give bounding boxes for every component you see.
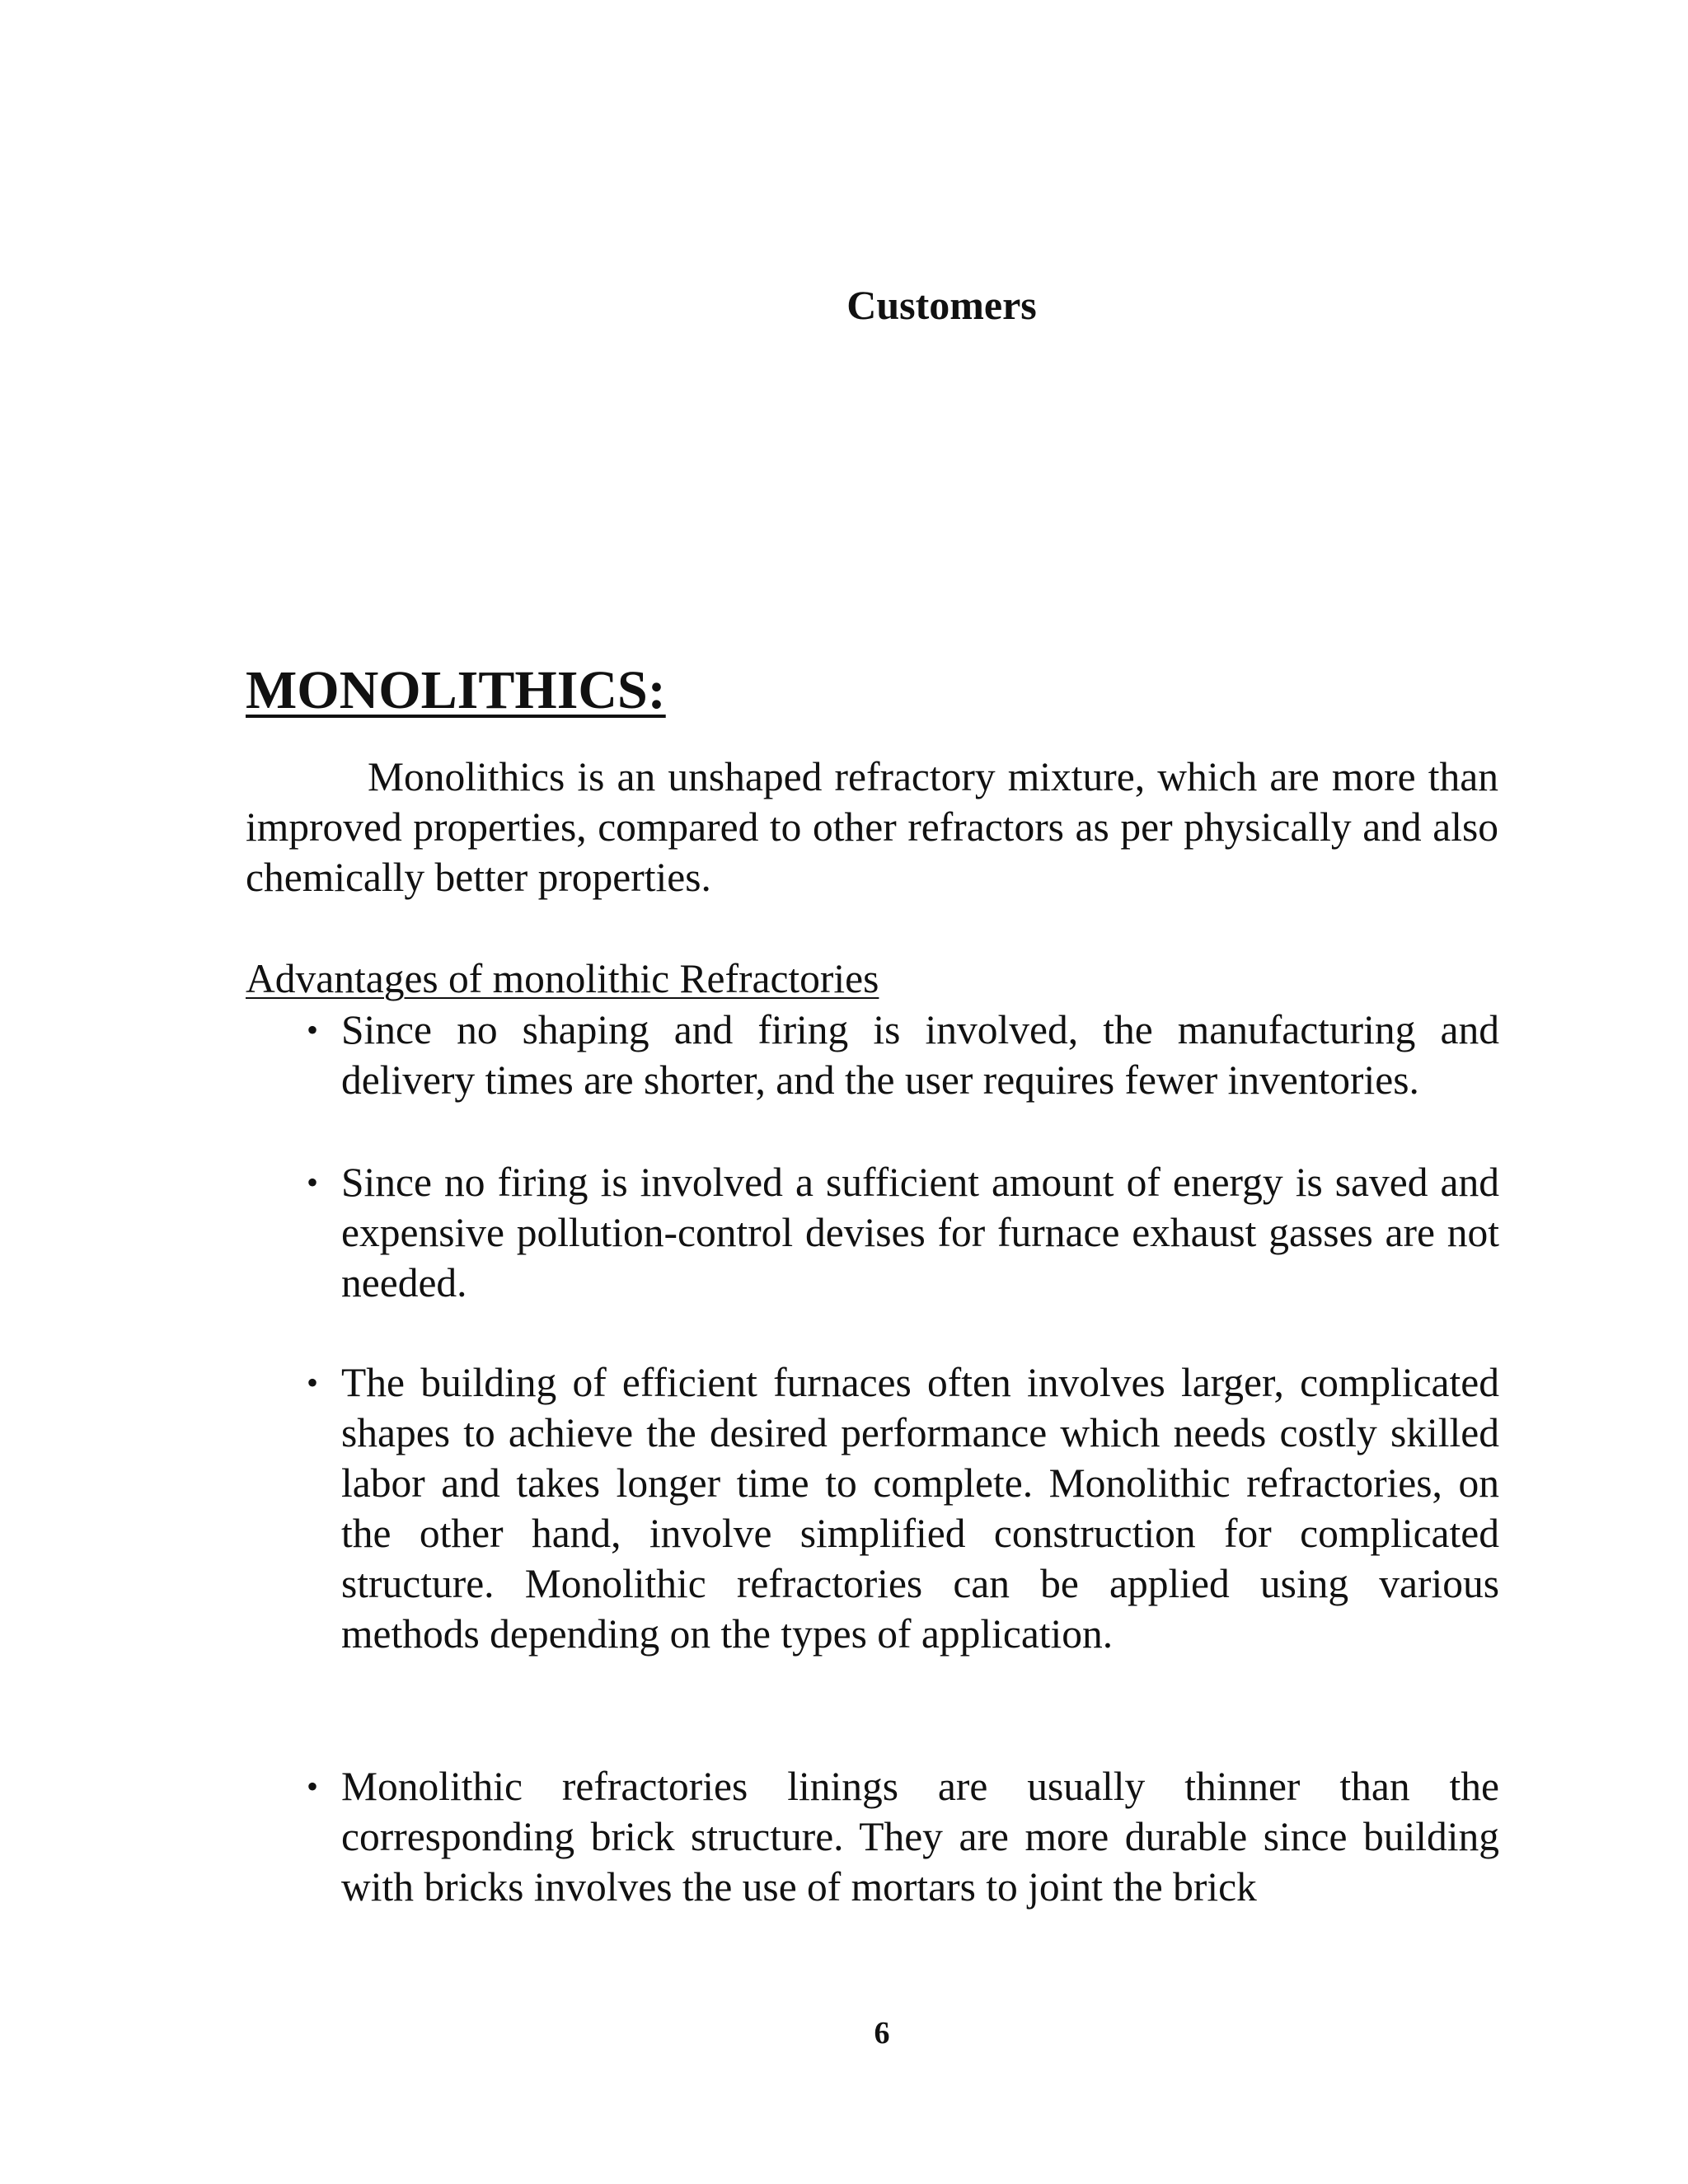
- bullet-text: Monolithic refractories linings are usually thinner than the corresponding brick structure. They are more durable since building with bricks involves the use of mortars to joint the brick: [341, 1764, 1499, 1910]
- bullet-text: Since no firing is involved a sufficient amount of energy is saved and expensive pollution-control devises for furnace exhaust gasses are not needed.: [341, 1160, 1499, 1305]
- bullet-item: [306, 1761, 1499, 1912]
- bullet-item: [306, 1357, 1499, 1659]
- bullet-icon: •: [306, 1364, 318, 1401]
- section-title: MONOLITHICS:: [246, 660, 666, 720]
- bullet-icon: •: [306, 1164, 318, 1201]
- bullet-icon: •: [306, 1011, 318, 1048]
- bullet-icon: •: [306, 1768, 318, 1805]
- bullet-item: [306, 1157, 1499, 1308]
- page-number: 6: [874, 2016, 890, 2050]
- page-heading: Customers: [846, 282, 1037, 328]
- bullet-text: Since no shaping and firing is involved, the manufacturing and delivery times are shorter, and the user requires fewer inventories.: [341, 1007, 1499, 1103]
- bullet-text: The building of efficient furnaces often involves larger, complicated shapes to achieve the desired performance which needs costly skilled labor and takes longer time to complete. Monolithic refractories, on the other hand, involve simplified construction for complicated structure. Monolithic refractories can be applied using various methods depending on the types of application.: [341, 1360, 1499, 1657]
- advantages-heading: Advantages of monolithic Refractories: [246, 956, 879, 1001]
- intro-paragraph: Monolithics is an unshaped refractory mixture, which are more than improved properties, compared to other refractors as per physically and also chemically better properties.: [246, 754, 1498, 900]
- bullet-item: [306, 1005, 1499, 1105]
